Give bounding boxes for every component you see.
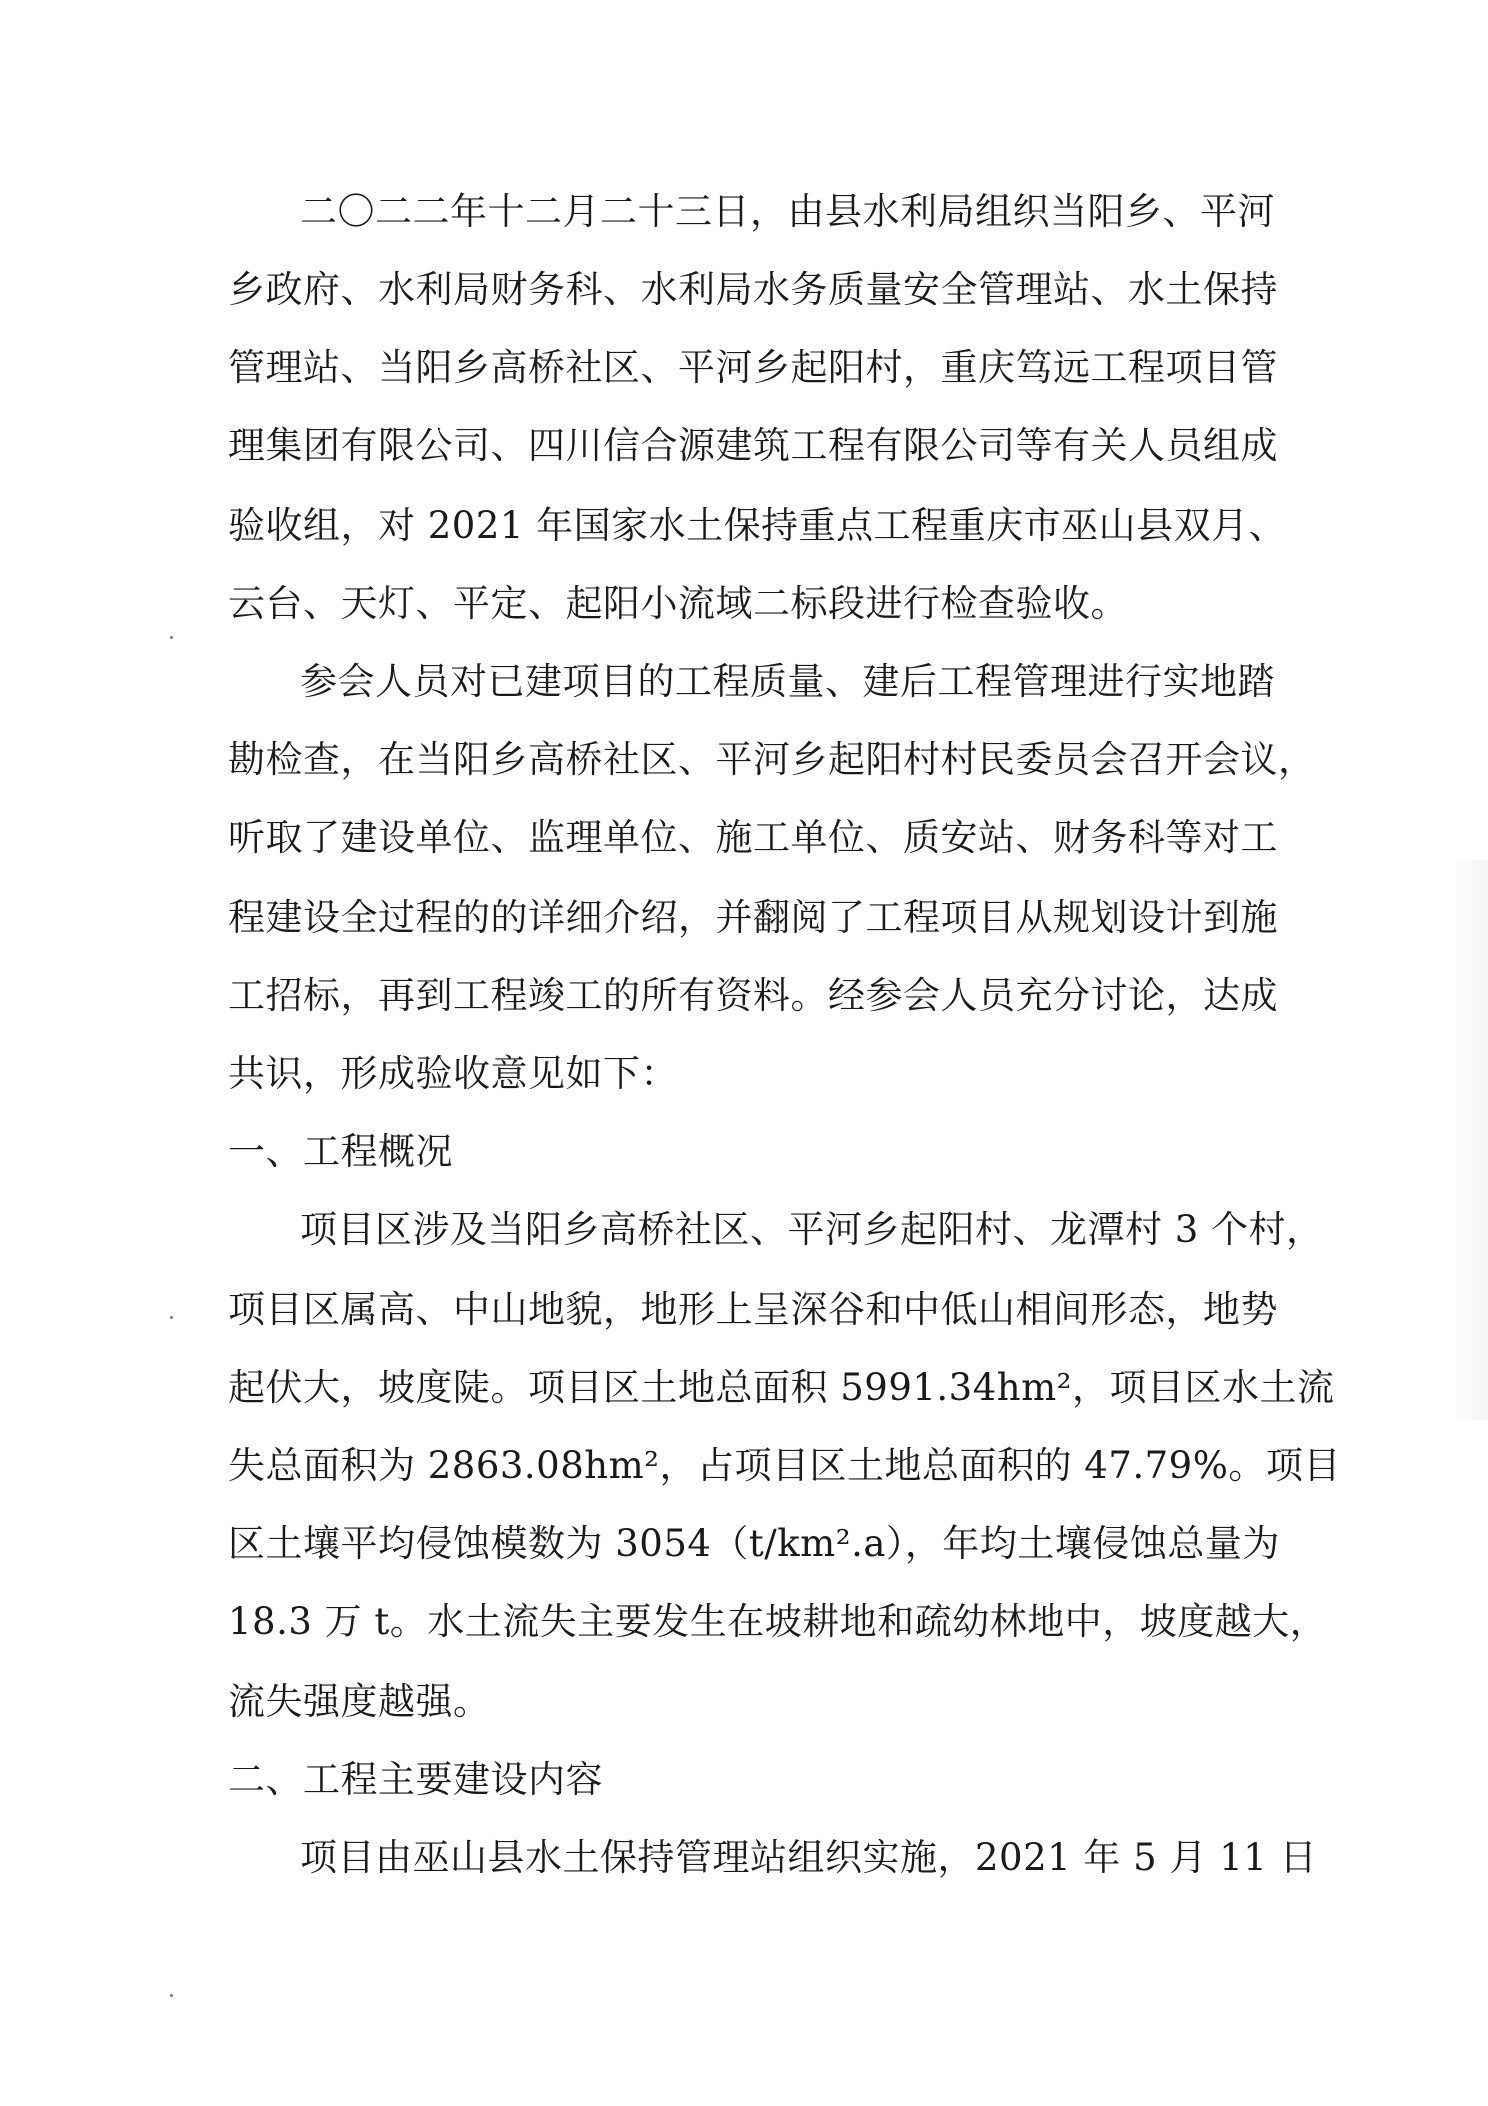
paragraph-line: 共识，形成验收意见如下： (228, 1052, 678, 1095)
section-heading: 一、工程概况 (228, 1130, 453, 1173)
paragraph-line: 程建设全过程的的详细介绍，并翻阅了工程项目从规划设计到施 (228, 896, 1278, 939)
binding-mark (170, 1316, 173, 1319)
paragraph-line: 理集团有限公司、四川信合源建筑工程有限公司等有关人员组成 (228, 424, 1278, 467)
paragraph-line: 二〇二二年十二月二十三日，由县水利局组织当阳乡、平河 (300, 190, 1275, 233)
paragraph-line: 听取了建设单位、监理单位、施工单位、质安站、财务科等对工 (228, 816, 1278, 859)
binding-mark (170, 636, 173, 639)
paragraph-line: 勘检查，在当阳乡高桥社区、平河乡起阳村村民委员会召开会议， (228, 738, 1316, 781)
paragraph-line: 项目由巫山县水土保持管理站组织实施，2021 年 5 月 11 日 (300, 1836, 1318, 1879)
paragraph-line: 起伏大，坡度陡。项目区土地总面积 5991.34hm²，项目区水土流 (228, 1366, 1335, 1409)
paragraph-line: 区土壤平均侵蚀模数为 3054（t/km².a），年均土壤侵蚀总量为 (228, 1522, 1280, 1565)
paragraph-line: 工招标，再到工程竣工的所有资料。经参会人员充分讨论，达成 (228, 974, 1278, 1017)
paragraph-line: 失总面积为 2863.08hm²，占项目区土地总面积的 47.79%。项目 (228, 1444, 1341, 1487)
paragraph-line: 流失强度越强。 (228, 1680, 491, 1723)
paragraph-line: 管理站、当阳乡高桥社区、平河乡起阳村，重庆笃远工程项目管 (228, 346, 1278, 389)
section-heading: 二、工程主要建设内容 (228, 1758, 603, 1801)
paragraph-line: 参会人员对已建项目的工程质量、建后工程管理进行实地踏 (300, 660, 1275, 703)
paragraph-line: 验收组，对 2021 年国家水土保持重点工程重庆市巫山县双月、 (228, 504, 1287, 547)
scan-shadow (1448, 860, 1488, 1420)
paragraph-line: 项目区属高、中山地貌，地形上呈深谷和中低山相间形态，地势 (228, 1288, 1278, 1331)
paragraph-line: 项目区涉及当阳乡高桥社区、平河乡起阳村、龙潭村 3 个村， (300, 1208, 1324, 1251)
paragraph-line: 云台、天灯、平定、起阳小流域二标段进行检查验收。 (228, 582, 1128, 625)
binding-mark (170, 1994, 173, 1997)
paragraph-line: 18.3 万 t。水土流失主要发生在坡耕地和疏幼林地中，坡度越大， (228, 1600, 1328, 1643)
paragraph-line: 乡政府、水利局财务科、水利局水务质量安全管理站、水土保持 (228, 268, 1278, 311)
